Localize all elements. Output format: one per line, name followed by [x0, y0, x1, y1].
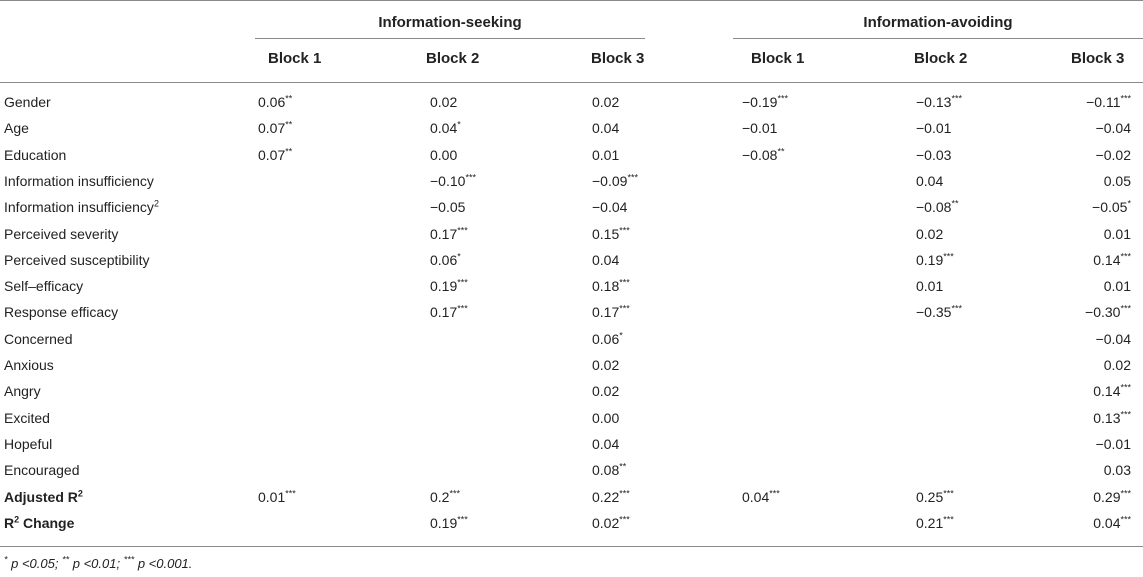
table-row	[0, 226, 1143, 252]
table-cell: −0.09***	[592, 172, 638, 189]
row-label-text: R	[4, 514, 15, 531]
table-cell: 0.08**	[592, 461, 627, 479]
table-row	[0, 120, 1143, 146]
table-cell: 0.18***	[592, 277, 630, 295]
row-label	[4, 383, 41, 399]
row-label	[4, 304, 118, 320]
row-label	[4, 252, 150, 268]
table-cell: −0.03	[916, 146, 952, 163]
table-row	[0, 515, 1143, 541]
row-label	[4, 199, 159, 215]
table-cell: 0.01***	[258, 487, 296, 505]
table-cell: 0.04	[916, 172, 944, 189]
block-header: Block 2	[426, 50, 480, 67]
block-header: Block 3	[1071, 50, 1125, 67]
table-cell: −0.13***	[916, 93, 962, 110]
table-cell: 0.07**	[258, 119, 293, 137]
row-label-text: Encouraged	[4, 462, 80, 479]
table-row	[0, 173, 1143, 199]
row-label-superscript: 2	[77, 487, 83, 498]
table-row	[0, 383, 1143, 409]
table-row	[0, 147, 1143, 173]
table-cell: 0.02	[592, 357, 620, 373]
table-cell: 0.02	[592, 94, 620, 110]
table-cell: 0.19***	[430, 514, 468, 531]
table-cell: −0.08**	[742, 145, 785, 163]
row-label-text: Gender	[4, 94, 51, 110]
table-cell: 0.14***	[1093, 382, 1131, 400]
table-row	[0, 94, 1143, 120]
header-rule	[0, 82, 1143, 83]
row-label-superscript: 2	[153, 198, 159, 209]
table-row	[0, 489, 1143, 515]
table-cell: 0.05	[1103, 172, 1131, 189]
table-cell: −0.30***	[1085, 303, 1131, 321]
table-cell: −0.01	[1095, 435, 1131, 452]
table-row	[0, 252, 1143, 278]
row-label	[4, 489, 83, 505]
table-cell: 0.04	[592, 435, 620, 452]
table-row	[0, 199, 1143, 225]
table-cell: −0.01	[916, 120, 952, 137]
table-cell: 0.13***	[1093, 408, 1131, 426]
row-label-text: Perceived susceptibility	[4, 251, 150, 268]
table-cell: 0.29***	[1093, 487, 1131, 505]
table-cell: 0.19***	[916, 251, 954, 268]
row-label	[4, 410, 50, 426]
table-cell: 0.04***	[742, 487, 780, 505]
block-header: Block 1	[268, 50, 322, 67]
table-cell: 0.01	[1103, 278, 1131, 295]
table-cell: 0.02***	[592, 514, 630, 531]
footnote-text: p <0.01;	[69, 556, 124, 571]
footnote	[4, 556, 192, 571]
row-label-text: Age	[4, 120, 29, 137]
table-cell: −0.11***	[1086, 93, 1131, 110]
table-cell: −0.01	[742, 120, 778, 137]
table-row	[0, 462, 1143, 488]
row-label-text: Self–efficacy	[4, 278, 84, 295]
row-label-text: Hopeful	[4, 435, 53, 452]
table-cell: 0.01	[592, 146, 620, 163]
row-label	[4, 436, 52, 452]
row-label-text: Response efficacy	[4, 304, 119, 321]
group-header-avoiding: Information-avoiding	[863, 14, 1013, 31]
table-row	[0, 331, 1143, 357]
table-cell: 0.02	[430, 94, 458, 110]
table-cell: 0.02	[916, 225, 944, 242]
row-label	[4, 226, 118, 242]
row-label-suffix: Change	[19, 514, 75, 531]
group-rule-avoiding	[733, 38, 1143, 39]
block-header: Block 3	[591, 50, 645, 67]
footnote-symbol: ***	[123, 554, 135, 565]
table-cell: 0.07**	[258, 145, 293, 163]
row-label-text: Information insufficiency	[4, 199, 154, 216]
block-header: Block 1	[751, 50, 805, 67]
row-label	[4, 331, 73, 347]
row-label	[4, 278, 83, 294]
row-label	[4, 462, 80, 478]
table-cell: −0.10***	[430, 172, 476, 189]
table-cell: 0.01	[1103, 225, 1131, 242]
table-cell: 0.06**	[258, 93, 293, 110]
top-rule	[0, 0, 1143, 1]
table-row	[0, 278, 1143, 304]
table-cell: 0.17***	[430, 224, 468, 242]
row-label	[4, 120, 29, 136]
row-label	[4, 94, 51, 110]
table-cell: 0.00	[592, 409, 620, 426]
table-cell: 0.03	[1103, 462, 1131, 479]
row-label	[4, 515, 74, 531]
table-cell: 0.25***	[916, 487, 954, 505]
block-header: Block 2	[914, 50, 968, 67]
table-cell: −0.08**	[916, 198, 959, 216]
table-cell: 0.17***	[592, 303, 630, 321]
table-cell: 0.21***	[916, 514, 954, 531]
row-label-text: Concerned	[4, 330, 73, 347]
table-cell: 0.06*	[592, 330, 623, 347]
table-cell: −0.05	[430, 199, 466, 216]
table-cell: 0.04*	[430, 119, 461, 137]
table-row	[0, 410, 1143, 436]
row-label-text: Angry	[4, 383, 41, 400]
table-cell: 0.2***	[430, 487, 460, 505]
table-cell: 0.00	[430, 146, 458, 163]
footnote-text: p <0.05;	[7, 556, 63, 571]
table-cell: 0.22***	[592, 487, 630, 505]
table-cell: 0.17***	[430, 303, 468, 321]
footnote-text: p <0.001.	[134, 556, 193, 571]
table-cell: −0.05*	[1092, 198, 1131, 216]
group-header-seeking: Information-seeking	[378, 14, 522, 31]
table-cell: −0.35***	[916, 303, 962, 321]
row-label	[4, 147, 66, 163]
group-rule-seeking	[255, 38, 645, 39]
table-cell: 0.04	[592, 251, 620, 268]
table-cell: −0.02	[1095, 146, 1131, 163]
row-label-superscript: 2	[14, 514, 20, 525]
row-label-text: Adjusted R	[4, 488, 78, 505]
row-label-text: Education	[4, 146, 67, 163]
table-cell: 0.14***	[1093, 251, 1131, 268]
table-cell: −0.19***	[742, 93, 788, 110]
table-cell: 0.06*	[430, 251, 461, 268]
table-cell: 0.01	[916, 278, 944, 295]
row-label-text: Perceived severity	[4, 225, 119, 242]
footnote-symbol: *	[4, 554, 8, 565]
row-label	[4, 173, 154, 189]
table-cell: 0.19***	[430, 277, 468, 295]
table-cell: 0.02	[1103, 357, 1131, 373]
row-label-text: Information insufficiency	[4, 172, 154, 189]
table-cell: −0.04	[1095, 120, 1131, 137]
row-label-text: Excited	[4, 409, 50, 426]
table-row	[0, 357, 1143, 383]
table-cell: −0.04	[592, 199, 628, 216]
table-cell: 0.15***	[592, 224, 630, 242]
footnote-symbol: **	[62, 554, 70, 565]
table-cell: 0.02	[592, 383, 620, 400]
table-row	[0, 304, 1143, 330]
row-label	[4, 357, 54, 373]
table-cell: 0.04***	[1093, 514, 1131, 531]
row-label-text: Anxious	[4, 357, 54, 373]
table-cell: −0.04	[1095, 330, 1131, 347]
table-cell: 0.04	[592, 120, 620, 137]
bottom-rule	[0, 546, 1143, 547]
table-row	[0, 436, 1143, 462]
